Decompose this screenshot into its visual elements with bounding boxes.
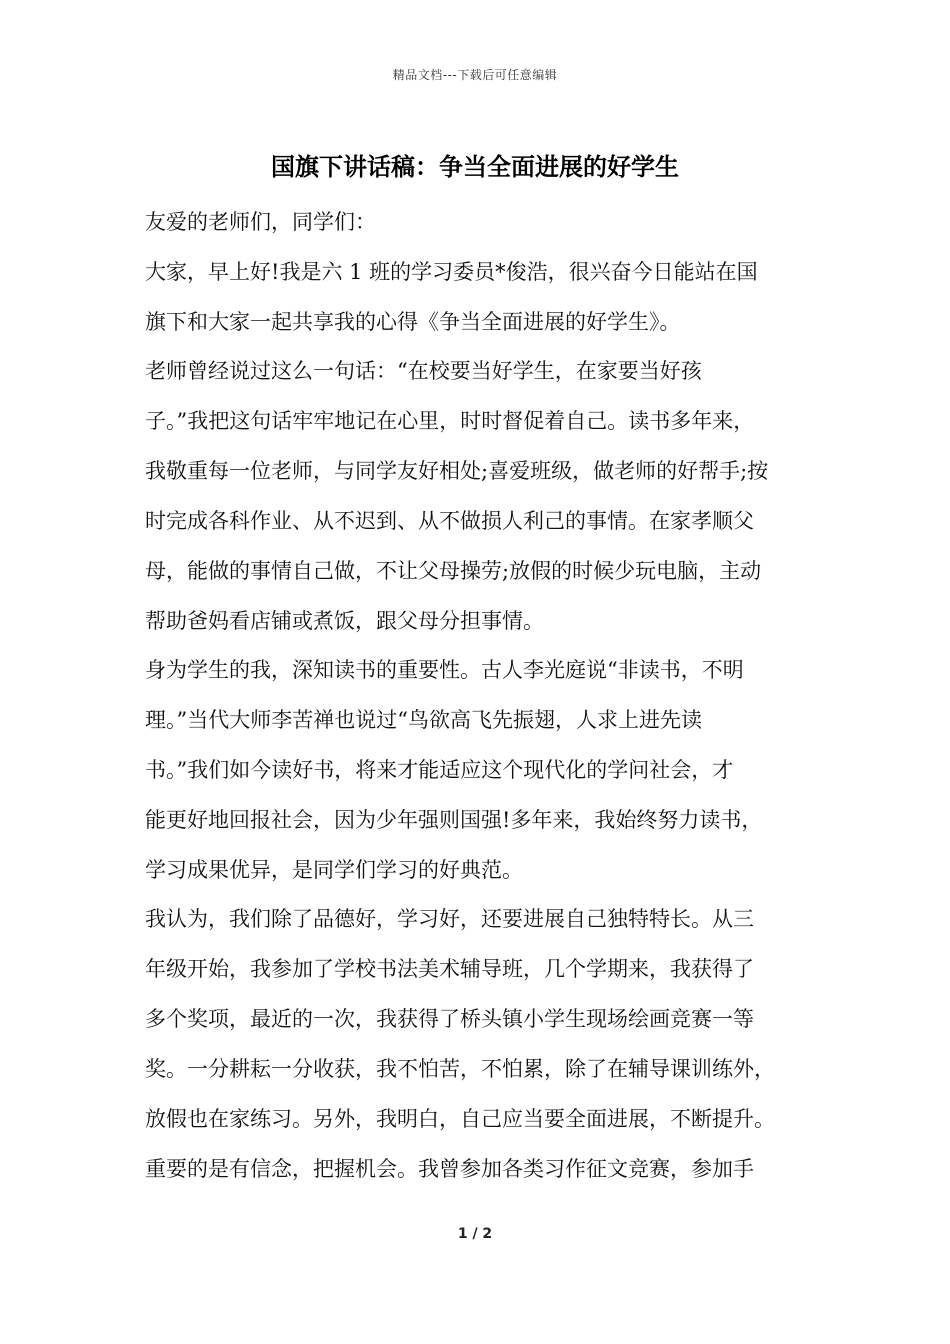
page-number: 1 / 2 xyxy=(457,1226,493,1242)
text-line: 大家，早上好!我是六 1 班的学习委员*俊浩，很兴奋今日能站在国 xyxy=(145,260,758,284)
text-line: 母，能做的事情自己做，不让父母操劳;放假的时候少玩电脑，主动 xyxy=(145,559,762,583)
text-line: 帮助爸妈看店铺或煮饭，跟父母分担事情。 xyxy=(145,609,544,633)
text-line: 友爱的老师们，同学们： xyxy=(145,210,376,234)
text-line: 老师曾经说过这么一句话：“在校要当好学生，在家要当好孩 xyxy=(145,359,702,383)
text-line: 放假也在家练习。另外，我明白，自己应当要全面进展，不断提升。 xyxy=(145,1107,775,1131)
text-line: 重要的是有信念，把握机会。我曾参加各类习作征文竞赛，参加手 xyxy=(145,1157,754,1181)
text-line: 多个奖项，最近的一次，我获得了桥头镇小学生现场绘画竞赛一等 xyxy=(145,1007,754,1031)
text-line: 能更好地回报社会，因为少年强则国强!多年来，我始终努力读书， xyxy=(145,808,763,832)
text-line: 时完成各科作业、从不迟到、从不做损人利己的事情。在家孝顺父 xyxy=(145,509,754,533)
text-line: 年级开始，我参加了学校书法美术辅导班，几个学期来，我获得了 xyxy=(145,957,754,981)
text-line: 理。”当代大师李苦禅也说过“鸟欲高飞先振翅，人求上进先读 xyxy=(145,708,702,732)
text-line: 奖。一分耕耘一分收获，我不怕苦，不怕累，除了在辅导课训练外， xyxy=(145,1057,775,1081)
text-line: 身为学生的我，深知读书的重要性。古人李光庭说“非读书，不明 xyxy=(145,658,744,682)
text-line: 子。”我把这句话牢牢地记在心里，时时督促着自己。读书多年来， xyxy=(145,409,755,433)
document-title: 国旗下讲话稿：争当全面进展的好学生 xyxy=(271,153,679,181)
text-line: 旗下和大家一起共享我的心得《争当全面进展的好学生》。 xyxy=(145,310,681,334)
text-line: 书。”我们如今读好书，将来才能适应这个现代化的学问社会，才 xyxy=(145,758,734,782)
page-header: 精品文档---下载后可任意编辑 xyxy=(392,68,558,82)
text-line: 我认为，我们除了品德好，学习好，还要进展自己独特特长。从三 xyxy=(145,907,754,931)
text-line: 学习成果优异，是同学们学习的好典范。 xyxy=(145,858,523,882)
text-line: 我敬重每一位老师，与同学友好相处;喜爱班级，做老师的好帮手;按 xyxy=(145,459,769,483)
